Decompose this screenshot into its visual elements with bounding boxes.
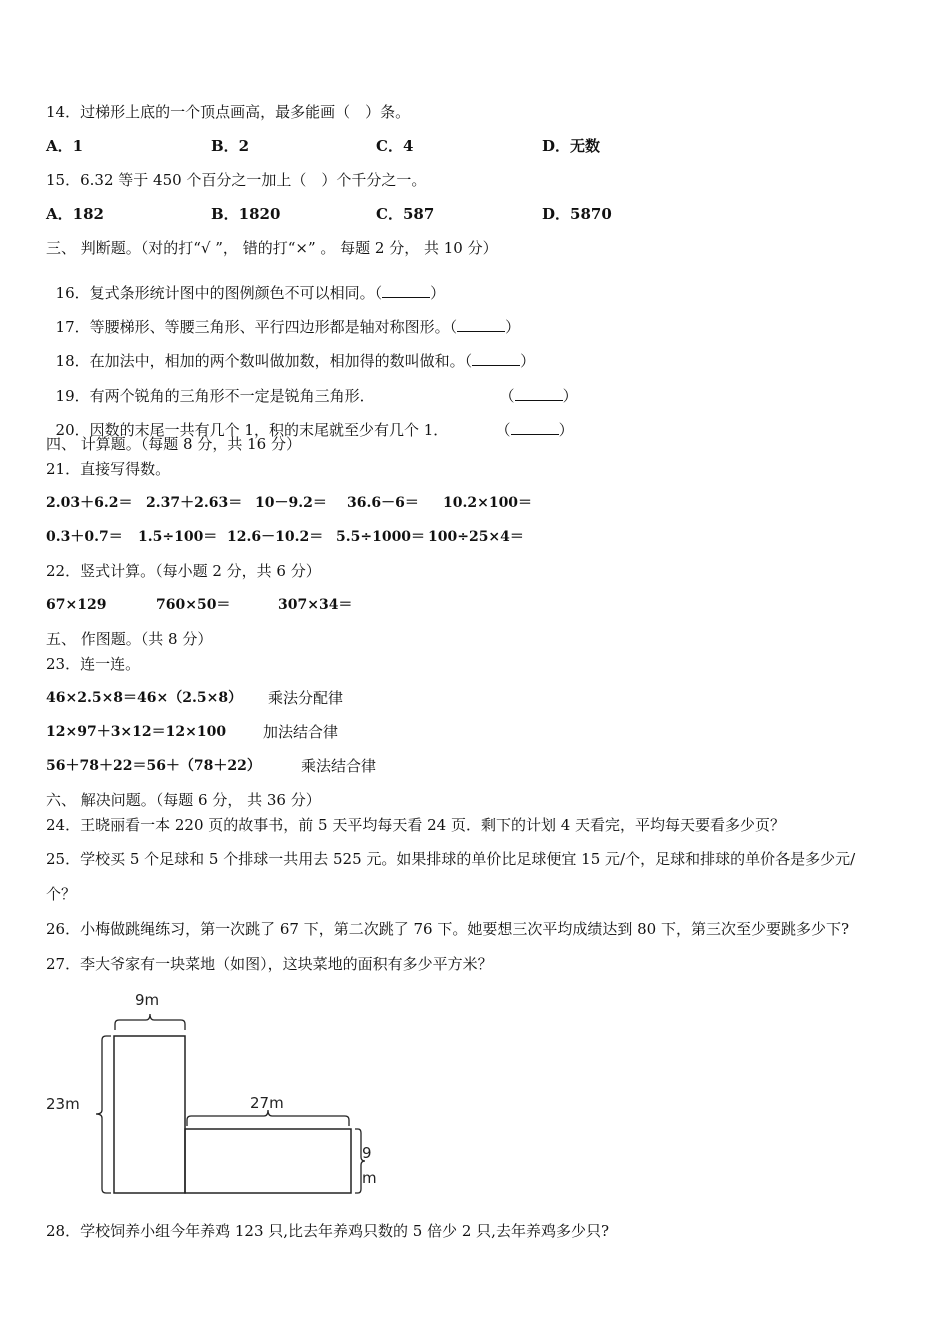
calc-item: 100÷25×4＝ [428,529,524,545]
match-left: 12×97＋3×12＝12×100 [46,724,227,740]
section-5-heading: 五、 作图题。（共 8 分） [46,630,213,648]
q20-answer [486,400,574,440]
q15-option-d: D．5870 [542,205,612,223]
q16-text: 16．复式条形统计图中的图例颜色不可以相同。（ [55,284,383,302]
question-27: 27．李大爷家有一块菜地（如图），这块菜地的面积有多少平方米？ [46,955,493,973]
calc-item: 2.03＋6.2＝ [46,495,133,511]
q20-text: 20．因数的末尾一共有几个 1，积的末尾就至少有几个 1． [55,421,449,439]
q14-option-a: A．1 [46,137,84,155]
q14-option-c: C．4 [376,137,414,155]
vertical-calc-item: 67×129 [46,597,107,613]
calc-item: 10.2×100＝ [443,495,533,511]
calc-item: 12.6－10.2＝ [227,529,324,545]
section-6-heading: 六、 解决问题。（每题 6 分， 共 36 分） [46,791,321,809]
match-left: 46×2.5×8＝46×（2.5×8） [46,690,243,706]
calc-item: 1.5÷100＝ [138,529,218,545]
top-width-label: 9m [135,991,160,1009]
top-brace [115,1014,185,1030]
bottom-width-label: 27m [250,1094,284,1112]
q15-option-a: A．182 [46,205,104,223]
question-23: 23．连一连。 [46,655,141,673]
question-26: 26．小梅做跳绳练习，第一次跳了 67 下，第二次跳了 76 下。她要想三次平均成绩达到 80 下，第三次至少要跳多少下? [46,920,850,938]
question-28: 28．学校饲养小组今年养鸡 123 只,比去年养鸡只数的 5 倍少 2 只,去年养鸡多少只? [46,1222,609,1240]
answer-blank[interactable] [457,317,505,332]
tall-rectangle [114,1036,185,1193]
garden-plot-figure [0,984,950,1214]
left-brace [96,1036,111,1193]
question-22: 22．竖式计算。（每小题 2 分，共 6 分） [46,562,321,580]
q14-option-d: D．无数 [542,137,601,155]
question-14: 14．过梯形上底的一个顶点画高，最多能画（ ）条。 [46,103,411,121]
q16-close: ） [430,284,446,302]
match-right: 乘法结合律 [301,757,377,775]
vertical-calc-item: 760×50＝ [156,597,231,613]
section-4-heading: 四、 计算题。（每题 8 分，共 16 分） [46,435,301,453]
calc-item: 0.3＋0.7＝ [46,529,123,545]
left-height-label: 23m [46,1095,80,1113]
answer-blank[interactable] [511,420,559,435]
question-18 [46,331,535,371]
calc-item: 10－9.2＝ [255,495,327,511]
right-height-label-a: 9 [362,1144,372,1162]
q18-close: ） [520,352,536,370]
q15-option-c: C．587 [376,205,435,223]
middle-brace [187,1110,349,1126]
question-25: 25．学校买 5 个足球和 5 个排球一共用去 525 元。如果排球的单价比足球便宜 15 元/个，足球和排球的单价各是多少元/ [46,850,856,868]
question-25-continued: 个？ [46,885,77,903]
wide-rectangle [185,1129,351,1193]
answer-blank[interactable] [515,386,563,401]
match-right: 加法结合律 [263,723,339,741]
match-right: 乘法分配律 [268,689,344,707]
q17-text: 17．等腰梯形、等腰三角形、平行四边形都是轴对称图形。（ [55,318,458,336]
right-height-label-b: m [362,1169,377,1187]
section-3-heading: 三、 判断题。（对的打“√ ”， 错的打“×” 。 每题 2 分， 共 10 分） [46,239,498,257]
q19-close: ） [562,387,578,405]
q17-close: ） [505,318,521,336]
answer-blank[interactable] [382,283,430,298]
question-24: 24．王晓丽看一本 220 页的故事书，前 5 天平均每天看 24 页．剩下的计划 4 天看完，平均每天要看多少页？ [46,816,786,834]
q19-text: 19．有两个锐角的三角形不一定是锐角三角形． [55,387,375,405]
q18-text: 18．在加法中，相加的两个数叫做加数，相加得的数叫做和。（ [55,352,473,370]
calc-item: 2.37＋2.63＝ [146,495,243,511]
question-15: 15．6.32 等于 450 个百分之一加上（ ）个千分之一。 [46,171,427,189]
q14-option-b: B．2 [211,137,250,155]
answer-blank[interactable] [472,351,520,366]
q20-open: （ [495,421,511,439]
match-left: 56＋78＋22＝56＋（78＋22） [46,758,261,774]
q15-option-b: B．1820 [211,205,281,223]
q20-close: ） [558,421,574,439]
q19-open: （ [499,387,515,405]
vertical-calc-item: 307×34＝ [278,597,353,613]
calc-item: 5.5÷1000＝ [336,529,426,545]
question-21: 21．直接写得数。 [46,460,171,478]
calc-item: 36.6－6＝ [347,495,419,511]
